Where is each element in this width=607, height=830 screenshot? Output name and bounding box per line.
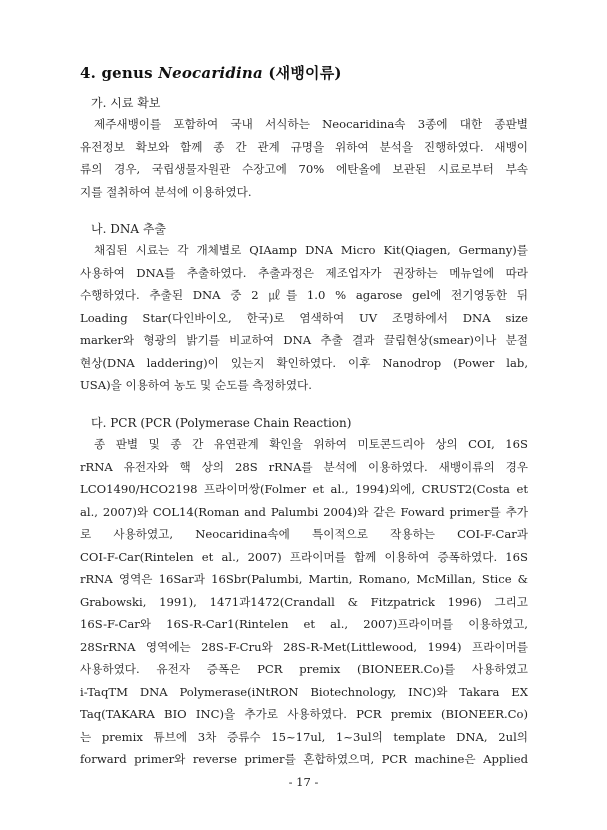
paragraph-line: 제주새뱅이를 포함하여 국내 서식하는 Neocaridina속 3종에 대한 종판별 (94, 117, 528, 131)
paragraph-line: 는 premix 튜브에 3차 증류수 15~17ul, 1~3ul의 template DNA, 2ul의 (80, 729, 528, 744)
paragraph-line: 지를 절취하여 분석에 이용하였다. (80, 184, 252, 199)
paragraph-samples (80, 113, 528, 203)
paragraph-line: forward primer와 reverse primer를 혼합하였으며, PCR machine은 Applied (80, 752, 528, 766)
paragraph-line: USA)을 이용하여 농도 및 순도를 측정하였다. (80, 378, 312, 392)
paragraph-line: Loading Star(다인바이오, 한국)로 염색하여 UV 조명하에서 DNA size (80, 310, 528, 325)
paragraph-line: 사용하였다. 유전자 증폭은 PCR premix (BIONEER.Co)를 사용하였고 (80, 662, 528, 676)
paragraph-line: 채집된 시료는 각 개체별로 QIAamp DNA Micro Kit(Qiagen, Germany)를 (94, 243, 528, 257)
paragraph-line: i-TaqTM DNA Polymerase(iNtRON Biotechnology, INC)와 Takara EX (80, 684, 528, 699)
paragraph-line: rRNA 유전자와 핵 상의 28S rRNA를 분석에 이용하였다. 새뱅이류의 경우 (80, 459, 528, 474)
paragraph-line: rRNA 영역은 16Sar과 16Sbr(Palumbi, Martin, Romano, McMillan, Stice & (80, 572, 528, 586)
paragraph-line: 유전정보 확보와 함께 종 간 관계 규명을 위하여 분석을 진행하였다. 새뱅이 (80, 139, 528, 154)
paragraph-line: 수행하였다. 추출된 DNA 중 2 ㎕를 1.0 % agarose gel에 전기영동한 뒤 (80, 288, 528, 302)
subsection-title-dna-extraction: 나. DNA 추출 (91, 222, 167, 236)
subsection-title-samples: 가. 시료 확보 (91, 96, 161, 110)
paragraph-pcr (80, 433, 528, 771)
paragraph-line: LCO1490/HCO2198 프라이머쌍(Folmer et al., 1994)외에, CRUST2(Costa et (80, 482, 528, 496)
paragraph-line: COI-F-Car(Rintelen et al., 2007) 프라이머를 함께 이용하여 증폭하였다. 16S (80, 549, 528, 564)
paragraph-line: 로 사용하였고, Neocaridina속에 특이적으로 작용하는 COI-F-Car과 (80, 527, 528, 541)
paragraph-line: marker와 형광의 밝기를 비교하여 DNA 추출 결과 끌림현상(smear)이나 분절 (80, 333, 528, 347)
heading-genus: Neocaridina (158, 64, 263, 82)
paragraph-line: Grabowski, 1991), 1471과1472(Crandall & Fitzpatrick 1996) 그리고 (80, 594, 528, 609)
paragraph-line: 28SrRNA 영역에는 28S-F-Cru와 28S-R-Met(Littlewood, 1994) 프라이머를 (80, 639, 528, 654)
paragraph-dna-extraction (80, 239, 528, 397)
paragraph-line: 현상(DNA laddering)이 있는지 확인하였다. 이후 Nanodrop (Power lab, (80, 355, 528, 370)
paragraph-line: 사용하여 DNA를 추출하였다. 추출과정은 제조업자가 권장하는 메뉴얼에 따라 (80, 265, 528, 280)
paragraph-line: 류의 경우, 국립생물자원관 수장고에 70% 에탄올에 보관된 시료로부터 부속 (80, 162, 528, 176)
page-number: - 17 - (288, 775, 319, 789)
paragraph-line: 종 판별 및 종 간 유연관계 확인을 위하여 미토콘드리아 상의 COI, 16S (94, 437, 528, 451)
paragraph-line: al., 2007)와 COL14(Roman and Palumbi 2004)와 같은 Foward primer를 추가 (80, 504, 528, 519)
heading-suffix: (새뱅이류) (262, 64, 342, 82)
paragraph-line: 16S-F-Car와 16S-R-Car1(Rintelen et al., 2007)프라이머를 이용하였고, (80, 617, 528, 631)
section-heading (80, 62, 342, 83)
heading-prefix: 4. genus (80, 64, 159, 82)
paragraph-line: Taq(TAKARA BIO INC)을 추가로 사용하였다. PCR premix (BIONEER.Co) (80, 707, 528, 721)
subsection-title-pcr: 다. PCR (PCR (Polymerase Chain Reaction) (91, 416, 352, 430)
